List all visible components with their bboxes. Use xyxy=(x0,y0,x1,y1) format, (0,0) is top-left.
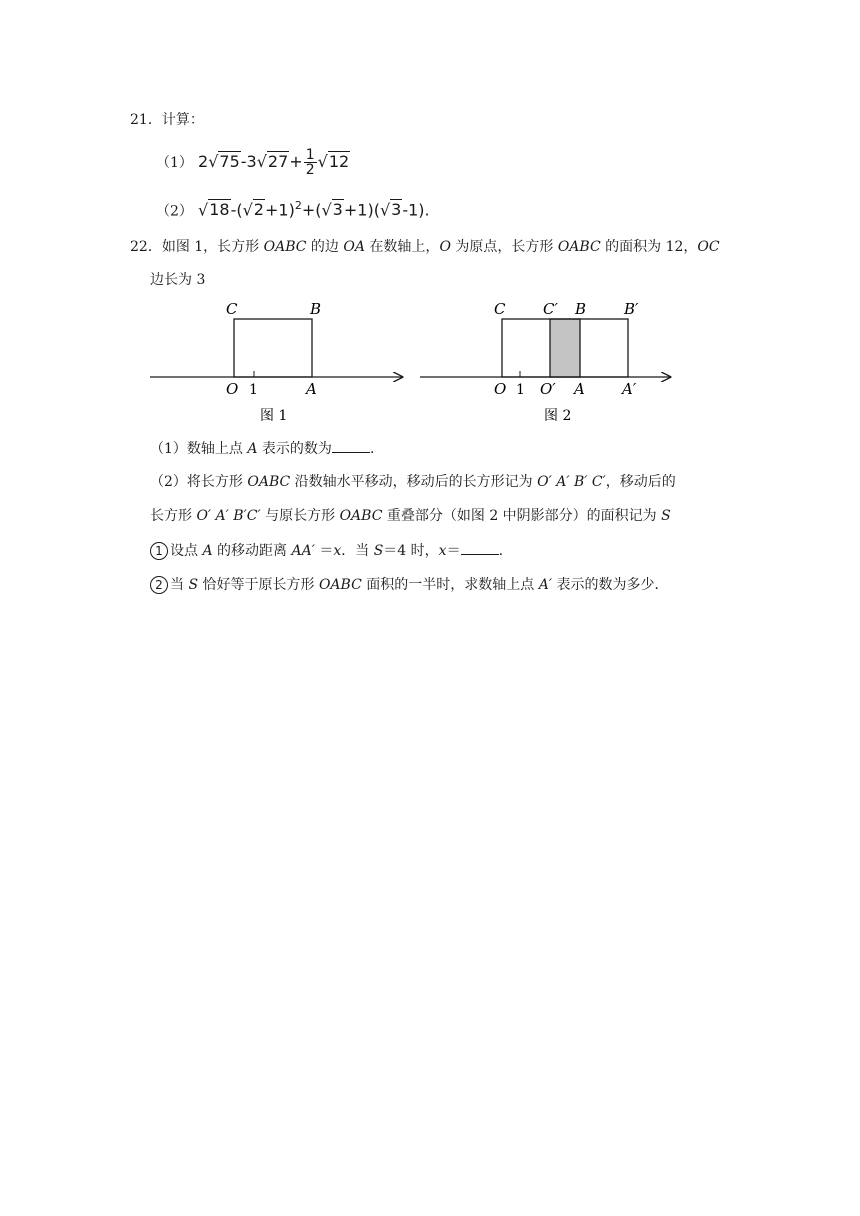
answer-blank[interactable] xyxy=(461,540,499,555)
label-a-prime: A′ xyxy=(622,380,637,398)
q22-sub2-line2: 长方形 O′ A′ B′C′ 与原长方形 OABC 重叠部分（如图 2 中阴影部分）的面积记为 S xyxy=(150,508,671,524)
q22-line1: 22．如图 1，长方形 OABC 的边 OA 在数轴上，O 为原点，长方形 OABC 的面积为 12，OC xyxy=(130,239,720,255)
overlap-shaded-region xyxy=(550,319,580,377)
q22-sub2-line1: （2）将长方形 OABC 沿数轴水平移动，移动后的长方形记为 O′ A′ B′ C′，移动后的 xyxy=(150,474,676,490)
label-a: A xyxy=(574,380,585,398)
q21-part2-label: （2） xyxy=(156,203,193,220)
label-o: O xyxy=(226,380,239,398)
label-c: C xyxy=(226,300,238,318)
label-c: C xyxy=(494,300,506,318)
sqrt-icon: √ xyxy=(256,152,267,171)
label-b: B xyxy=(575,300,587,318)
figure-2-caption: 图 2 xyxy=(544,408,572,424)
rectangle-oabc xyxy=(234,319,312,377)
q21-part1: （1） 2√75-3√27+ $\frac{1}{2}$ √12 xyxy=(156,147,350,178)
sqrt-icon: √ xyxy=(242,200,253,220)
sqrt-icon: √ xyxy=(321,200,332,220)
figure-1 xyxy=(148,296,408,424)
label-one: 1 xyxy=(516,382,525,398)
q21-part1-label: （1） xyxy=(156,155,193,171)
label-b-prime: B′ xyxy=(624,300,639,318)
q22-sub1: （1）数轴上点 A 表示的数为 . xyxy=(150,438,374,459)
sqrt-icon: √ xyxy=(208,152,219,171)
circled-number-1: 1 xyxy=(150,542,168,560)
figure-2 xyxy=(418,296,676,424)
sqrt-icon: √ xyxy=(379,200,391,220)
q22-line2: 边长为 3 xyxy=(150,272,206,288)
label-o-prime: O′ xyxy=(540,380,556,398)
q22-sub2-part1: 1 设点 A 的移动距离 AA′ ＝x．当 S＝4 时，x＝ . xyxy=(150,540,503,561)
label-b: B xyxy=(310,300,322,318)
answer-blank[interactable] xyxy=(332,438,370,453)
q22-sub2-part2: 2 当 S 恰好等于原长方形 OABC 面积的一半时，求数轴上点 A′ 表示的数为多少． xyxy=(150,575,668,595)
figure-1-caption: 图 1 xyxy=(260,408,288,424)
fraction: $\frac{1}{2}$ xyxy=(305,147,315,178)
q21-part2: （2） $√18-(√2+1)^2+(√3+1)(√3-1)$. xyxy=(156,199,430,220)
q21-header: 21．计算： xyxy=(130,112,204,128)
sqrt-icon: √ xyxy=(317,152,328,171)
label-c-prime: C′ xyxy=(543,300,558,318)
sqrt-icon: √ xyxy=(198,200,209,220)
label-a: A xyxy=(306,380,317,398)
label-o: O xyxy=(494,380,507,398)
circled-number-2: 2 xyxy=(150,576,168,594)
label-one: 1 xyxy=(249,382,258,398)
